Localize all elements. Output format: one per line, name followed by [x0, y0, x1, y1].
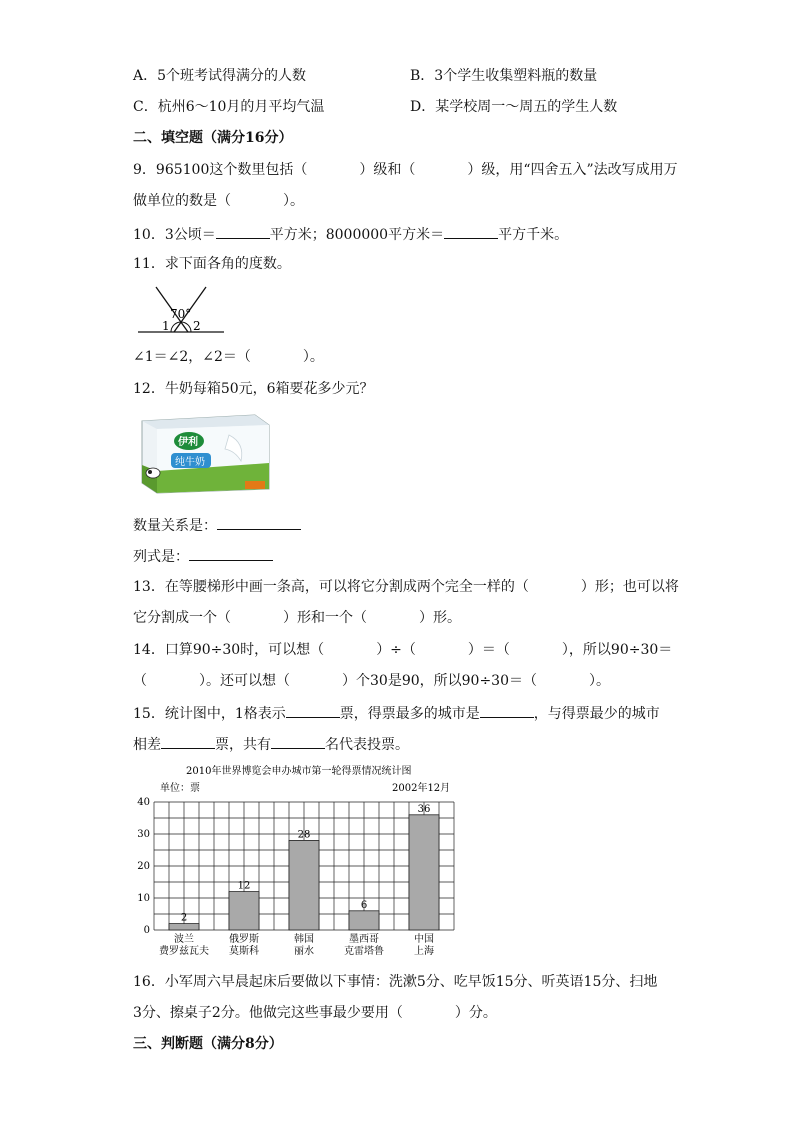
question-11: 11．求下面各角的度数。: [133, 256, 291, 272]
question-14-line-2: [133, 672, 610, 690]
q13-text-3: 它分割成一个（: [133, 610, 231, 626]
category-label: 费罗兹瓦夫: [159, 946, 209, 957]
category-label: 莫斯科: [229, 946, 259, 957]
q9-text-3: ）级，用“四舍五入”法改写成用万: [467, 162, 678, 178]
answer-blank[interactable]: [217, 515, 301, 530]
q14-text-2: ）÷（: [376, 642, 416, 658]
bar: [349, 911, 379, 930]
question-14-line-1: [133, 641, 672, 659]
bar-value-label: 6: [360, 899, 368, 911]
formula-label: 列式是：: [133, 549, 189, 565]
chart-date-label: 2002年12月: [392, 783, 451, 794]
angle-arc: [171, 322, 191, 332]
y-tick-label: 30: [137, 829, 150, 840]
question-9-line-2: [133, 192, 304, 210]
relation-label: 数量关系是：: [133, 518, 217, 534]
y-tick-label: 40: [137, 797, 150, 808]
y-tick-label: 20: [137, 861, 150, 872]
answer-blank[interactable]: [444, 224, 498, 239]
angle-value-label: 70°: [170, 307, 192, 321]
q8-option-a: A．5个班考试得满分的人数: [133, 68, 307, 84]
question-15-line-2: [133, 734, 409, 754]
section-heading-true-false: 三、判断题（满分8分）: [133, 1036, 283, 1052]
question-13-line-1: [133, 578, 679, 596]
q16-text-1: 3分、擦桌子2分。他做完这些事最少要用（: [133, 1005, 403, 1021]
q14-text-8: ）。: [589, 673, 610, 689]
question-12-relation: [133, 515, 301, 535]
section-heading-fill-in: 二、填空题（满分16分）: [133, 130, 293, 146]
category-label: 波兰: [174, 934, 194, 945]
q10-text-1: 10．3公顷＝: [133, 227, 216, 243]
angle-label-1: 1: [162, 319, 170, 333]
angle-diagram: [138, 285, 228, 337]
q9-text-1: 9．965100这个数里包括（: [133, 162, 308, 178]
question-13-line-2: [133, 609, 461, 627]
question-12-formula: [133, 546, 273, 566]
category-label: 俄罗斯: [229, 934, 259, 945]
bar: [409, 815, 439, 930]
q15-text-1: 15．统计图中，1格表示: [133, 706, 286, 722]
question-10: [133, 224, 568, 244]
q14-text-1: 14．口算90÷30时，可以想（: [133, 642, 325, 658]
q13-text-1: 13．在等腰梯形中画一条高，可以将它分割成两个完全一样的（: [133, 579, 529, 595]
q15-text-2: 票，得票最多的城市是: [339, 706, 480, 722]
brand-label: 伊利: [178, 437, 198, 448]
y-tick-label: 10: [137, 893, 150, 904]
product-label: 纯牛奶: [175, 457, 205, 468]
q15-text-6: 名代表投票。: [325, 737, 409, 753]
q11-text-1: ∠1＝∠2，∠2＝（: [133, 349, 251, 365]
q9-text-2: ）级和（: [359, 162, 416, 178]
angle-label-2: 2: [193, 319, 201, 333]
answer-blank[interactable]: [161, 734, 215, 749]
chart-title: 2010年世界博览会申办城市第一轮得票情况统计图: [186, 766, 412, 777]
milk-box-image: [137, 411, 271, 495]
chart-unit-label: 单位：票: [160, 783, 200, 794]
q10-text-2: 平方米；8000000平方米＝: [269, 227, 445, 243]
answer-blank[interactable]: [286, 703, 340, 718]
bar-value-label: 28: [297, 829, 311, 841]
category-label: 上海: [414, 946, 434, 957]
category-label: 克雷塔鲁: [344, 946, 384, 957]
question-12: 12．牛奶每箱50元，6箱要花多少元？: [133, 381, 374, 397]
q15-text-3: ，与得票最少的城市: [533, 706, 660, 722]
q13-text-2: ）形；也可以将: [580, 579, 679, 595]
q9-text-4: 做单位的数是（: [133, 193, 231, 209]
q14-text-7: ）个30是90，所以90÷30＝（: [342, 673, 537, 689]
q9-text-5: ）。: [283, 193, 304, 209]
q8-option-c: C．杭州6～10月的月平均气温: [133, 99, 325, 115]
question-9-line-1: [133, 161, 678, 179]
category-label: 韩国: [294, 934, 314, 945]
q8-option-b: B．3个学生收集塑料瓶的数量: [410, 68, 598, 84]
vote-bar-chart: [130, 760, 470, 960]
bar: [229, 892, 259, 930]
bar: [289, 840, 319, 930]
q14-text-4: ），所以90÷30＝: [561, 642, 673, 658]
bar-value-label: 36: [417, 803, 431, 815]
category-label: 中国: [414, 934, 434, 945]
bar-value-label: 2: [180, 912, 188, 924]
question-16-line-2: [133, 1004, 497, 1022]
q14-text-3: ）＝（: [467, 642, 510, 658]
category-label: 墨西哥: [349, 934, 379, 945]
answer-blank[interactable]: [189, 546, 273, 561]
bar-value-label: 12: [237, 880, 251, 892]
q13-text-5: ）形。: [419, 610, 461, 626]
q10-text-3: 平方千米。: [498, 227, 569, 243]
answer-blank[interactable]: [271, 734, 325, 749]
answer-blank[interactable]: [480, 703, 534, 718]
q11-text-2: ）。: [302, 349, 324, 365]
bar: [169, 924, 199, 930]
q13-text-4: ）形和一个（: [283, 610, 367, 626]
answer-blank[interactable]: [216, 224, 270, 239]
q15-text-4: 相差: [133, 737, 161, 753]
category-label: 丽水: [294, 946, 314, 957]
question-11-answer: [133, 348, 324, 366]
q14-text-5: （: [133, 673, 147, 689]
q15-text-5: 票，共有: [215, 737, 271, 753]
q14-text-6: ）。还可以想（: [199, 673, 290, 689]
q8-option-d: D．某学校周一～周五的学生人数: [410, 99, 618, 115]
y-tick-label: 0: [143, 925, 150, 936]
question-15-line-1: [133, 703, 660, 723]
question-16-line-1: 16．小军周六早晨起床后要做以下事情：洗漱5分、吃早饭15分、听英语15分、扫地: [133, 974, 658, 990]
q16-text-2: ）分。: [454, 1005, 497, 1021]
